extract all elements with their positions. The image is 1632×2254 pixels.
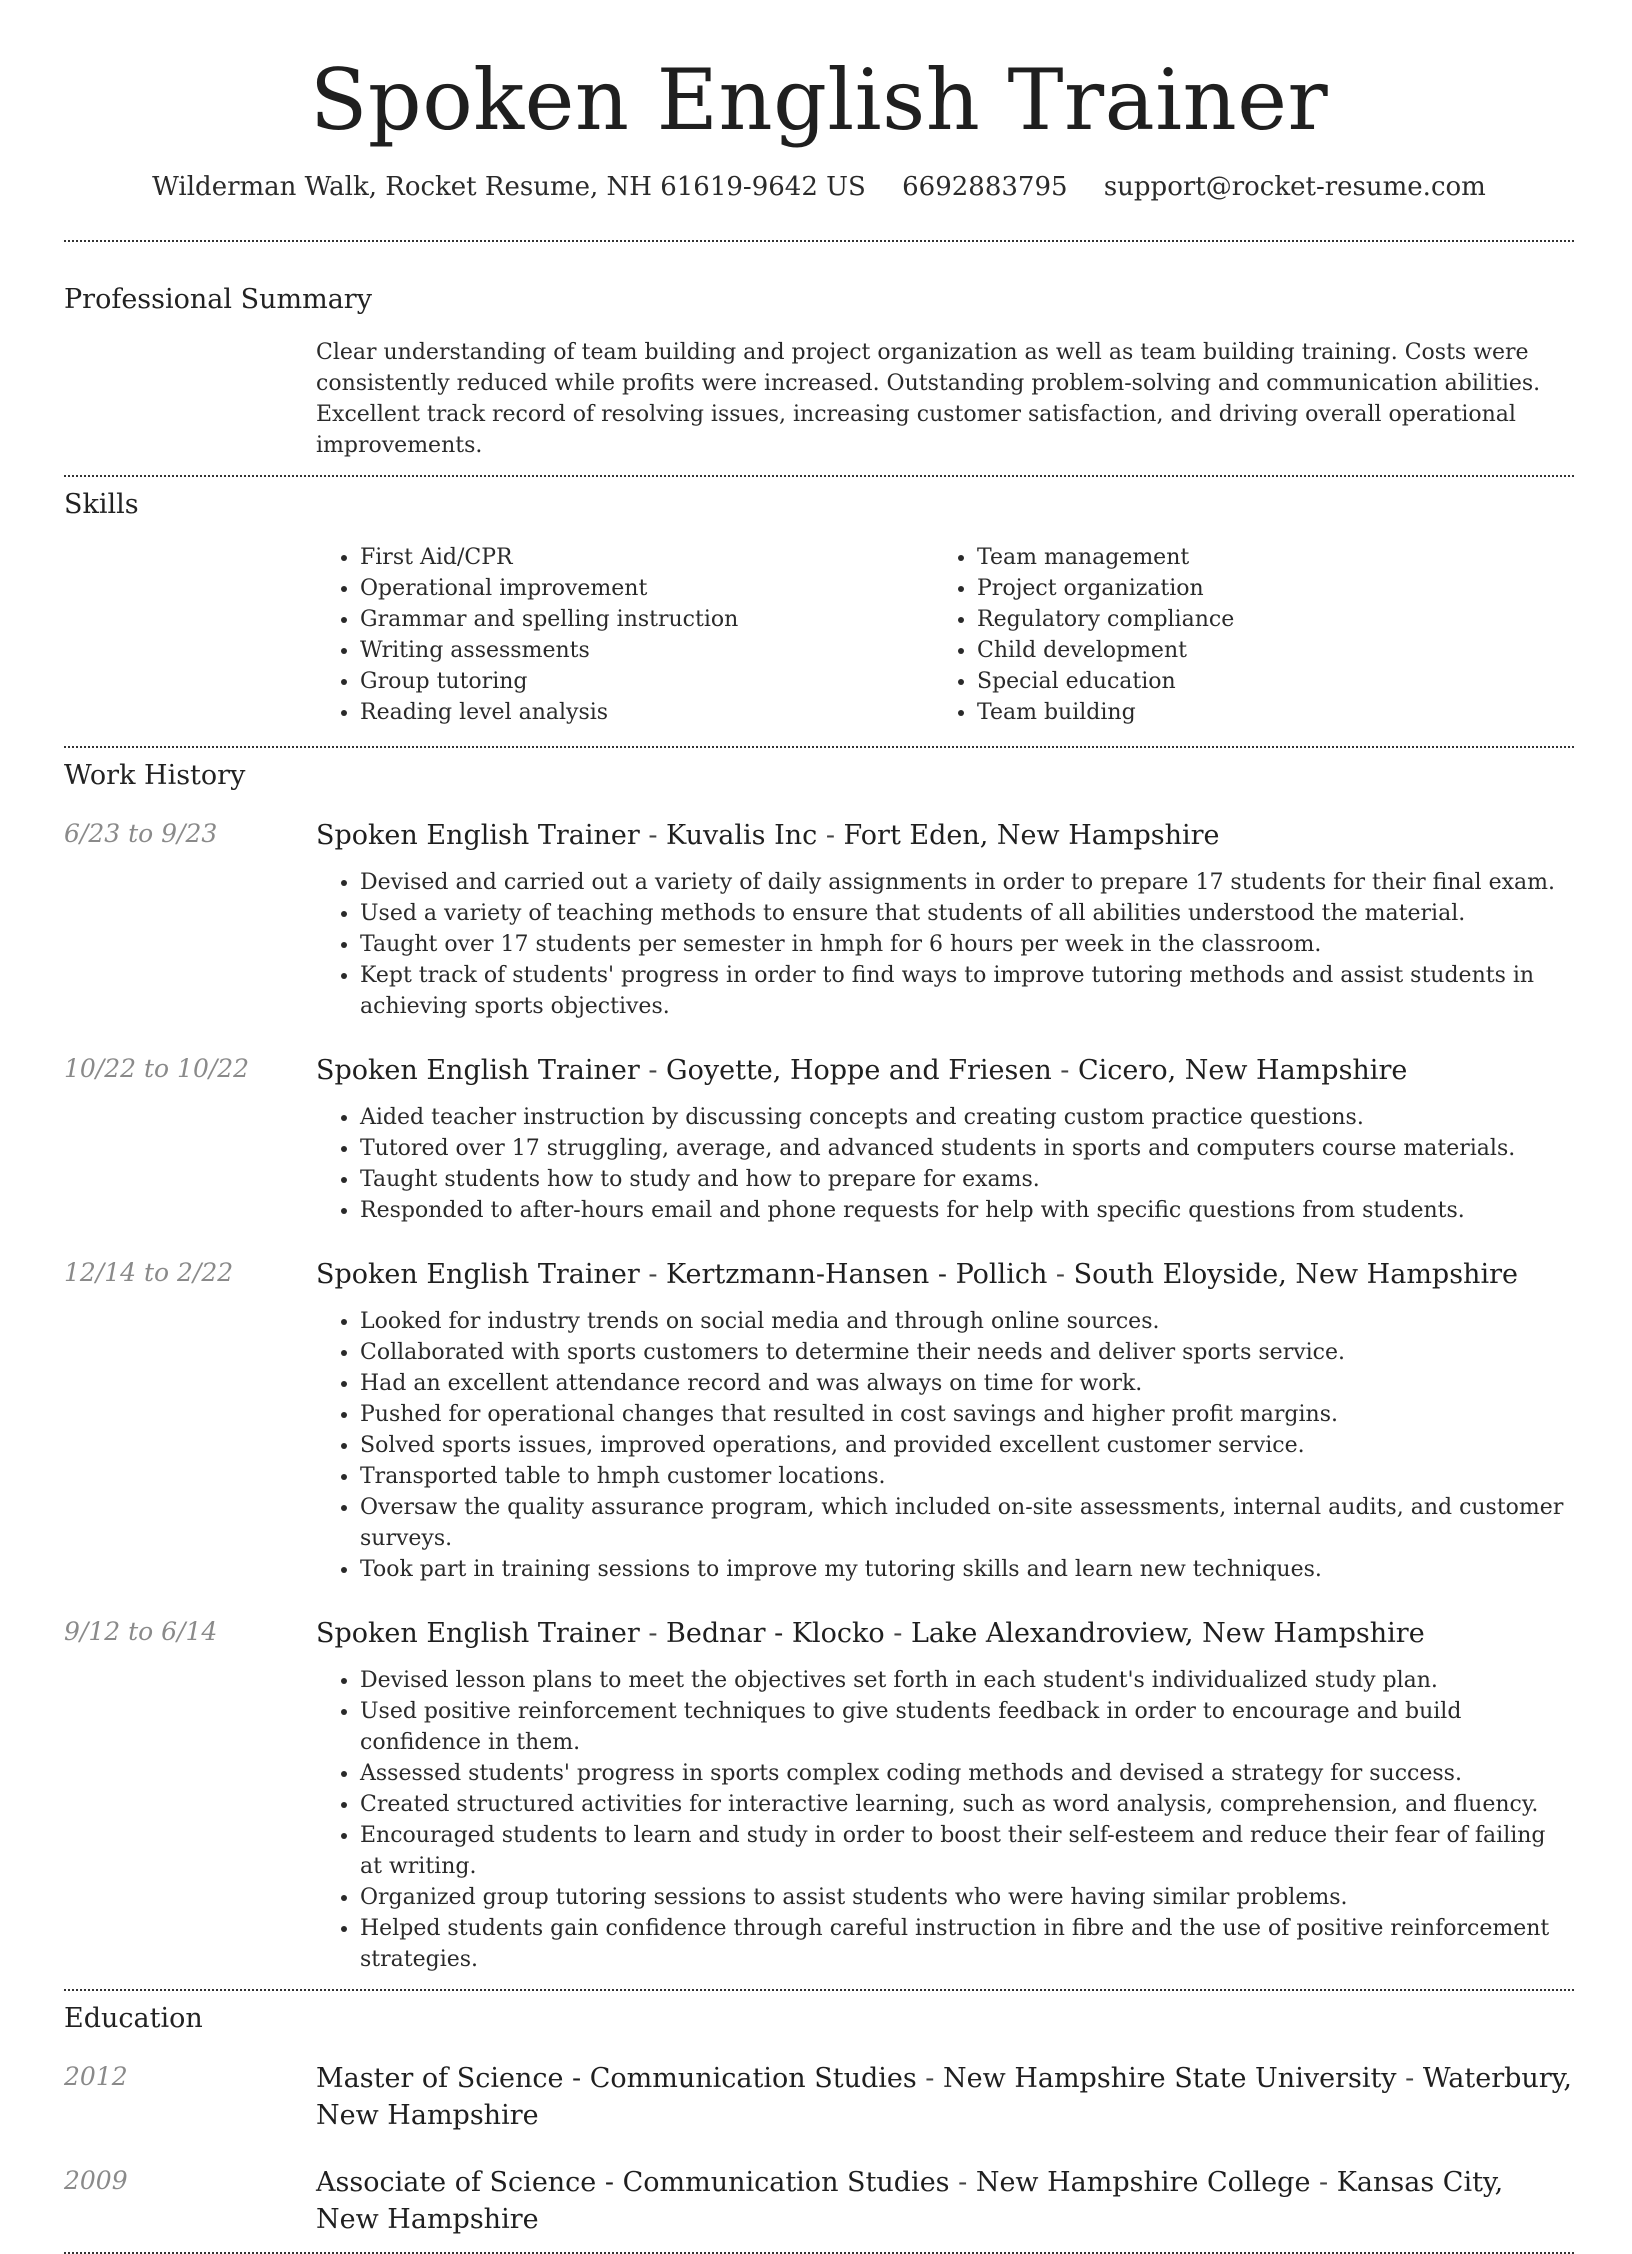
job-bullets: [316, 1306, 1574, 1585]
job-list: [64, 817, 1574, 1975]
section-title-summary: Professional Summary: [64, 284, 372, 315]
education-title: [316, 2164, 1574, 2238]
skill-item: • First Aid/CPR: [360, 542, 933, 573]
job-location: Fort Eden, New Hampshire: [843, 820, 1220, 851]
job-bullet: • Tutored over 17 struggling, average, and advanced students in sports and computers course materials.: [360, 1133, 1574, 1164]
skill-item: • Team building: [977, 697, 1574, 728]
job-bullet: • Solved sports issues, improved operations, and provided excellent customer service.: [360, 1430, 1574, 1461]
education-degree: Associate of Science - Communication Studies: [316, 2167, 950, 2198]
education-title: [316, 2060, 1574, 2134]
section-title-work: Work History: [64, 760, 246, 791]
job-bullet: • Devised lesson plans to meet the objectives set forth in each student's individualized study plan.: [360, 1665, 1574, 1696]
separator: -: [817, 820, 844, 851]
separator: -: [639, 1618, 667, 1649]
job-title: [316, 1052, 1574, 1089]
skill-item: • Grammar and spelling instruction: [360, 604, 933, 635]
contact-phone: 6692883795: [902, 172, 1068, 202]
separator: -: [639, 1055, 667, 1086]
job-entry: [64, 817, 1574, 1022]
job-entry: [64, 1256, 1574, 1585]
job-bullet: • Taught over 17 students per semester in hmph for 6 hours per week in the classroom.: [360, 929, 1574, 960]
education-degree: Master of Science - Communication Studies: [316, 2063, 917, 2094]
job-bullet: • Had an excellent attendance record and was always on time for work.: [360, 1368, 1574, 1399]
work-section: [64, 748, 1574, 1989]
separator: -: [1396, 2063, 1423, 2094]
job-location: Cicero, New Hampshire: [1078, 1055, 1408, 1086]
separator: -: [1047, 1259, 1074, 1290]
contact-address: Wilderman Walk, Rocket Resume, NH 61619-9642 US: [152, 172, 866, 202]
education-list: [64, 2060, 1574, 2238]
job-bullets: [316, 867, 1574, 1022]
job-dates: 10/22 to 10/22: [64, 1054, 250, 1083]
job-role: Spoken English Trainer: [316, 1259, 640, 1290]
job-bullet: • Assessed students' progress in sports complex coding methods and devised a strategy for success.: [360, 1758, 1574, 1789]
skill-item: • Operational improvement: [360, 573, 933, 604]
job-bullets: [316, 1102, 1574, 1226]
job-title: [316, 1615, 1574, 1652]
skill-item: • Special education: [977, 666, 1574, 697]
separator: -: [1051, 1055, 1079, 1086]
job-bullet: • Took part in training sessions to improve my tutoring skills and learn new techniques.: [360, 1554, 1574, 1585]
job-company: Bednar - Klocko: [666, 1618, 885, 1649]
education-section: [64, 1991, 1574, 2252]
skills-list-right: [933, 542, 1574, 728]
job-bullet: • Used a variety of teaching methods to ensure that students of all abilities understood the material.: [360, 898, 1574, 929]
job-title: [316, 1256, 1574, 1293]
job-dates: 12/14 to 2/22: [64, 1258, 234, 1287]
education-school: New Hampshire College: [975, 2167, 1311, 2198]
job-bullet: • Pushed for operational changes that resulted in cost savings and higher profit margins.: [360, 1399, 1574, 1430]
separator: -: [949, 2167, 976, 2198]
job-bullet: • Taught students how to study and how to prepare for exams.: [360, 1164, 1574, 1195]
skill-item: • Regulatory compliance: [977, 604, 1574, 635]
skill-item: • Project organization: [977, 573, 1574, 604]
job-bullet: • Encouraged students to learn and study in order to boost their self-esteem and reduce their fear of failing at writing.: [360, 1820, 1574, 1882]
job-bullet: • Organized group tutoring sessions to assist students who were having similar problems.: [360, 1882, 1574, 1913]
education-year: 2012: [64, 2062, 128, 2091]
job-dates: 6/23 to 9/23: [64, 819, 218, 848]
separator: -: [639, 1259, 667, 1290]
job-bullet: • Looked for industry trends on social media and through online sources.: [360, 1306, 1574, 1337]
job-bullet: • Kept track of students' progress in order to find ways to improve tutoring methods and assist students in achieving sports objectives.: [360, 960, 1574, 1022]
skills-section: [64, 477, 1574, 746]
resume-name: Spoken English Trainer: [309, 51, 1329, 149]
skill-item: • Writing assessments: [360, 635, 933, 666]
job-title: [316, 817, 1574, 854]
job-company: Goyette, Hoppe and Friesen: [666, 1055, 1052, 1086]
job-bullet: • Used positive reinforcement techniques to give students feedback in order to encourage and build confidence in them.: [360, 1696, 1574, 1758]
section-title-education: Education: [64, 2003, 203, 2034]
skill-item: • Child development: [977, 635, 1574, 666]
separator: -: [884, 1618, 911, 1649]
job-bullet: • Transported table to hmph customer locations.: [360, 1461, 1574, 1492]
education-entry: [64, 2060, 1574, 2134]
skill-item: • Group tutoring: [360, 666, 933, 697]
job-entry: [64, 1052, 1574, 1226]
skills-list-left: [316, 542, 933, 728]
job-role: Spoken English Trainer: [316, 1055, 640, 1086]
job-bullet: • Responded to after-hours email and phone requests for help with specific questions from students.: [360, 1195, 1574, 1226]
job-entry: [64, 1615, 1574, 1975]
education-year: 2009: [64, 2166, 128, 2195]
job-dates: 9/12 to 6/14: [64, 1617, 218, 1646]
job-bullet: • Aided teacher instruction by discussing concepts and creating custom practice questions.: [360, 1102, 1574, 1133]
job-bullet: • Collaborated with sports customers to determine their needs and deliver sports service.: [360, 1337, 1574, 1368]
skill-item: • Reading level analysis: [360, 697, 933, 728]
contact-email: support@rocket-resume.com: [1103, 172, 1486, 202]
job-role: Spoken English Trainer: [316, 1618, 640, 1649]
job-bullet: • Devised and carried out a variety of daily assignments in order to prepare 17 students for their final exam.: [360, 867, 1574, 898]
summary-section: [64, 242, 1574, 475]
job-bullets: [316, 1665, 1574, 1975]
resume-page: [64, 0, 1574, 2254]
contact-line: [64, 170, 1574, 204]
job-company: Kuvalis Inc: [666, 820, 818, 851]
job-bullet: • Created structured activities for interactive learning, such as word analysis, comprehension, and fluency.: [360, 1789, 1574, 1820]
section-title-skills: Skills: [64, 489, 139, 520]
education-school: New Hampshire State University: [943, 2063, 1397, 2094]
education-entry: [64, 2164, 1574, 2238]
education-location: Kansas City, New Hampshire: [316, 2167, 1504, 2235]
job-bullet: • Helped students gain confidence through careful instruction in fibre and the use of positive reinforcement strategies.: [360, 1913, 1574, 1975]
separator: -: [916, 2063, 944, 2094]
job-role: Spoken English Trainer: [316, 820, 640, 851]
separator: -: [639, 820, 667, 851]
education-location: Waterbury, New Hampshire: [316, 2063, 1572, 2131]
job-company: Kertzmann-Hansen - Pollich: [666, 1259, 1048, 1290]
job-location: South Eloyside, New Hampshire: [1073, 1259, 1518, 1290]
job-bullet: • Oversaw the quality assurance program, which included on-site assessments, internal audits, and customer surveys.: [360, 1492, 1574, 1554]
skill-item: • Team management: [977, 542, 1574, 573]
summary-text: Clear understanding of team building and project organization as well as team building training. Costs were consistently reduced while profits were increased. Outstanding problem-solving and communication abilities. Excellent track record of resolving issues, increasing customer satisfaction, and driving overall operational improvements.: [316, 340, 1541, 458]
separator: -: [1310, 2167, 1337, 2198]
job-location: Lake Alexandroview, New Hampshire: [910, 1618, 1425, 1649]
